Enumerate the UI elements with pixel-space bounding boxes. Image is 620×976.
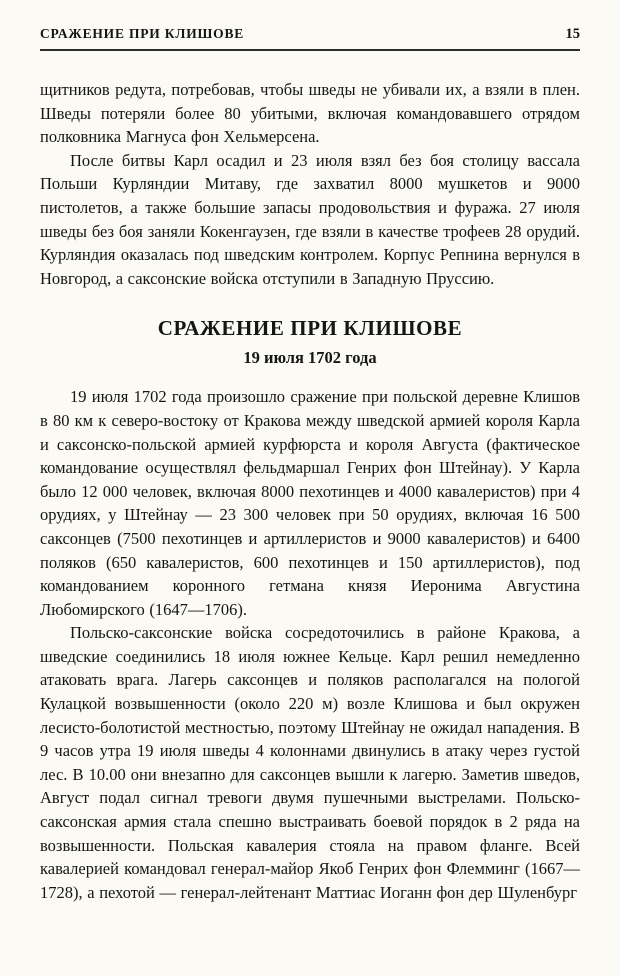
paragraph: 19 июля 1702 года произошло сражение при польской деревне Клишов в 80 км к северо-востоку от Кракова между шведской армией короля Карла и саксонско-польской армией курфюрста и короля Августа (фактическое командование осуществлял фельдмаршал Генрих фон Штейнау). У Карла было 12 000 человек, включая 8000 пехотинцев и 4000 кавалеристов) при 4 орудиях, у Штейнау — 23 300 человек при 50 орудиях, включая 16 500 саксонцев (7500 пехотинцев и артиллеристов и 9000 кавалеристов) и 6400 поляков (650 кавалеристов, 600 пехотинцев и 150 артиллеристов), под командованием коронного гетмана князя Иеронима Августина Любомирского (1647—1706). [40,387,580,619]
running-title: СРАЖЕНИЕ ПРИ КЛИШОВЕ [40,26,245,41]
page-number: 15 [565,26,580,42]
paragraph: После битвы Карл осадил и 23 июля взял без боя столицу вассала Польши Курляндии Митаву, где захватил 8000 мушкетов и 9000 пистолетов, а также большие запасы продовольствия и фуража. 27 июля шведы без боя заняли Кокенгаузен, где взяли в качестве трофеев 28 орудий. Курляндия оказалась под шведским контролем. Корпус Репнина вернулся в Новгород, а саксонские войска отступили в Западную Пруссию. [40,150,580,288]
header-rule [40,49,580,51]
section-title: СРАЖЕНИЕ ПРИ КЛИШОВЕ [157,316,463,341]
paragraph: Польско-саксонские войска сосредоточились в районе Кракова, а шведские соединились 18 июля южнее Кельце. Карл решил немедленно атаковать врага. Лагерь саксонцев и поляков располагался на пологой Кулацкой возвышенности (около 220 м) возле Клишова и был окружен лесисто-болотистой местностью, поэтому Штейнау не ожидал нападения. В 9 часов утра 19 июля шведы 4 колоннами двинулись в атаку через густой лес. В 10.00 они внезапно для саксонцев вышли к лагерю. Заметив шведов, Август подал сигнал тревоги двумя пушечными выстрелами. Польско-саксонская армия стала спешно выстраивать боевой порядок в 2 ряда на возвышенности. Польская кавалерия стояла на правом фланге. Всей кавалерией командовал генерал-майор Якоб Генрих фон Флемминг (1667—1728), а пехотой — генерал-лейтенант Маттиас Иоганн фон дер Шуленбург [40,623,580,902]
section-subtitle: 19 июля 1702 года [243,348,377,368]
running-header [40,26,580,49]
body-text [40,78,580,904]
section-heading [40,316,580,368]
paragraph-continuation: щитников редута, потребовав, чтобы шведы не убивали их, а взяли в плен. Шведы потеряли более 80 убитыми, включая командовавшего отрядом полковника Магнуса фон Хельмерсена. [40,80,580,147]
